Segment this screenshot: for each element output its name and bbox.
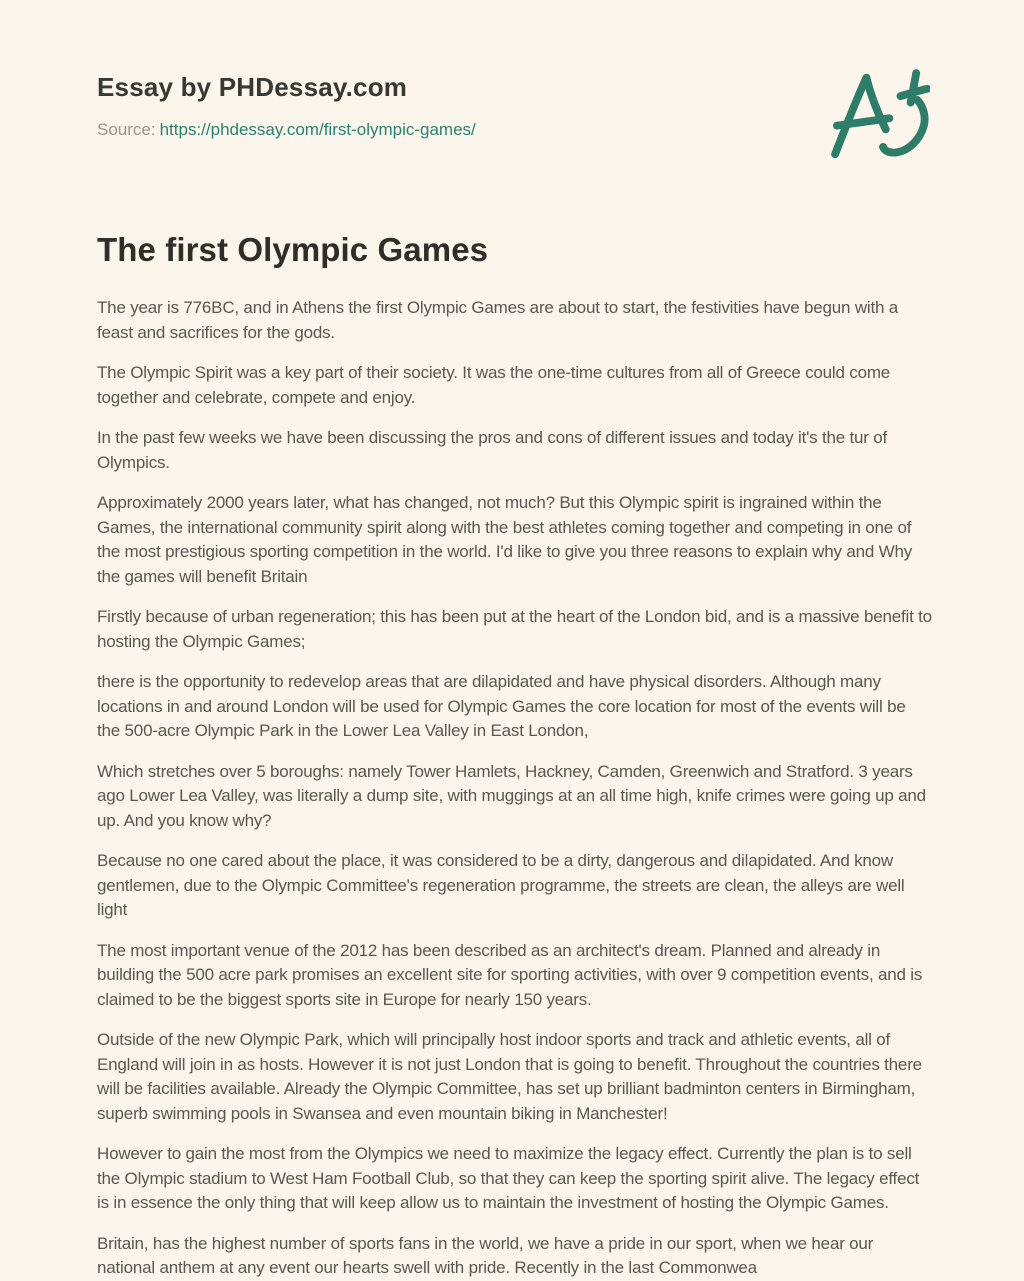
essay-title: The first Olympic Games	[97, 231, 489, 268]
essay-paragraph: Firstly because of urban regeneration; this has been put at the heart of the London bid, and is a massive benefit to hosting the Olympic Games;	[97, 607, 932, 651]
essay-paragraph: Britain, has the highest number of sports fans in the world, we have a pride in our sport, when we hear our national anthem at any event our hearts swell with pride. Recently in the last Commonwea	[97, 1233, 874, 1277]
header-text-block	[97, 72, 476, 140]
essay-paragraph: Outside of the new Olympic Park, which will principally host indoor sports and track and athletic events, all of England will join in as hosts. However it is not just London that is going to benefit. Throughout the countries there will be facilities available. Already the Olympic Committee, has set up brilliant badminton centers in Birmingham, superb swimming pools in Swansea and even mountain biking in Manchester!	[97, 1030, 922, 1123]
page-header	[97, 72, 932, 177]
essay-paragraph: The most important venue of the 2012 has been described as an architect's dream. Planned and already in building the 500 acre park promises an excellent site for sporting activities, with over 9 competition events, and is claimed to be the biggest sports site in Europe for nearly 150 years.	[97, 940, 923, 1009]
essay-body	[97, 296, 932, 1281]
byline: Essay by PHDessay.com	[97, 72, 408, 102]
essay-paragraph: Because no one cared about the place, it was considered to be a dirty, dangerous and dilapidated. And know gentlemen, due to the Olympic Committee's regeneration programme, the streets are clean, the alleys are well light	[97, 851, 905, 919]
essay-paragraph: there is the opportunity to redevelop areas that are dilapidated and have physical disorders. Although many locations in and around London will be used for Olympic Games the core location for most of the events will be the 500-acre Olympic Park in the Lower Lea Valley in East London,	[97, 672, 906, 740]
essay-paragraph: The Olympic Spirit was a key part of their society. It was the one-time cultures from all of Greece could come together and celebrate, compete and enjoy.	[97, 363, 891, 407]
essay-paragraph: Which stretches over 5 boroughs: namely Tower Hamlets, Hackney, Camden, Greenwich and Stratford. 3 years ago Lower Lea Valley, was literally a dump site, with muggings at an all time high, knife crimes were going up and up. And you know why?	[97, 761, 926, 830]
source-label: Source:	[97, 120, 156, 139]
source-link[interactable]: https://phdessay.com/first-olympic-games/	[159, 120, 476, 139]
phdessay-a-plus-logo-icon	[824, 60, 930, 177]
essay-paragraph: Approximately 2000 years later, what has changed, not much? But this Olympic spirit is ingrained within the Games, the international community spirit along with the best athletes coming together and competing in one of the most prestigious sporting competition in the world. I'd like to give you three reasons to explain why and Why the games will benefit Britain	[97, 493, 913, 586]
source-line	[97, 120, 476, 140]
essay-paragraph: In the past few weeks we have been discussing the pros and cons of different issues and today it's the tur of Olympics.	[97, 428, 888, 472]
essay-paragraph: The year is 776BC, and in Athens the first Olympic Games are about to start, the festivities have begun with a feast and sacrifices for the gods.	[97, 298, 899, 342]
essay-paragraph: However to gain the most from the Olympics we need to maximize the legacy effect. Currently the plan is to sell the Olympic stadium to West Ham Football Club, so that they can keep the sporting spirit alive. The legacy effect is in essence the only thing that will keep allow us to maintain the investment of hosting the Olympic Games.	[97, 1144, 920, 1212]
